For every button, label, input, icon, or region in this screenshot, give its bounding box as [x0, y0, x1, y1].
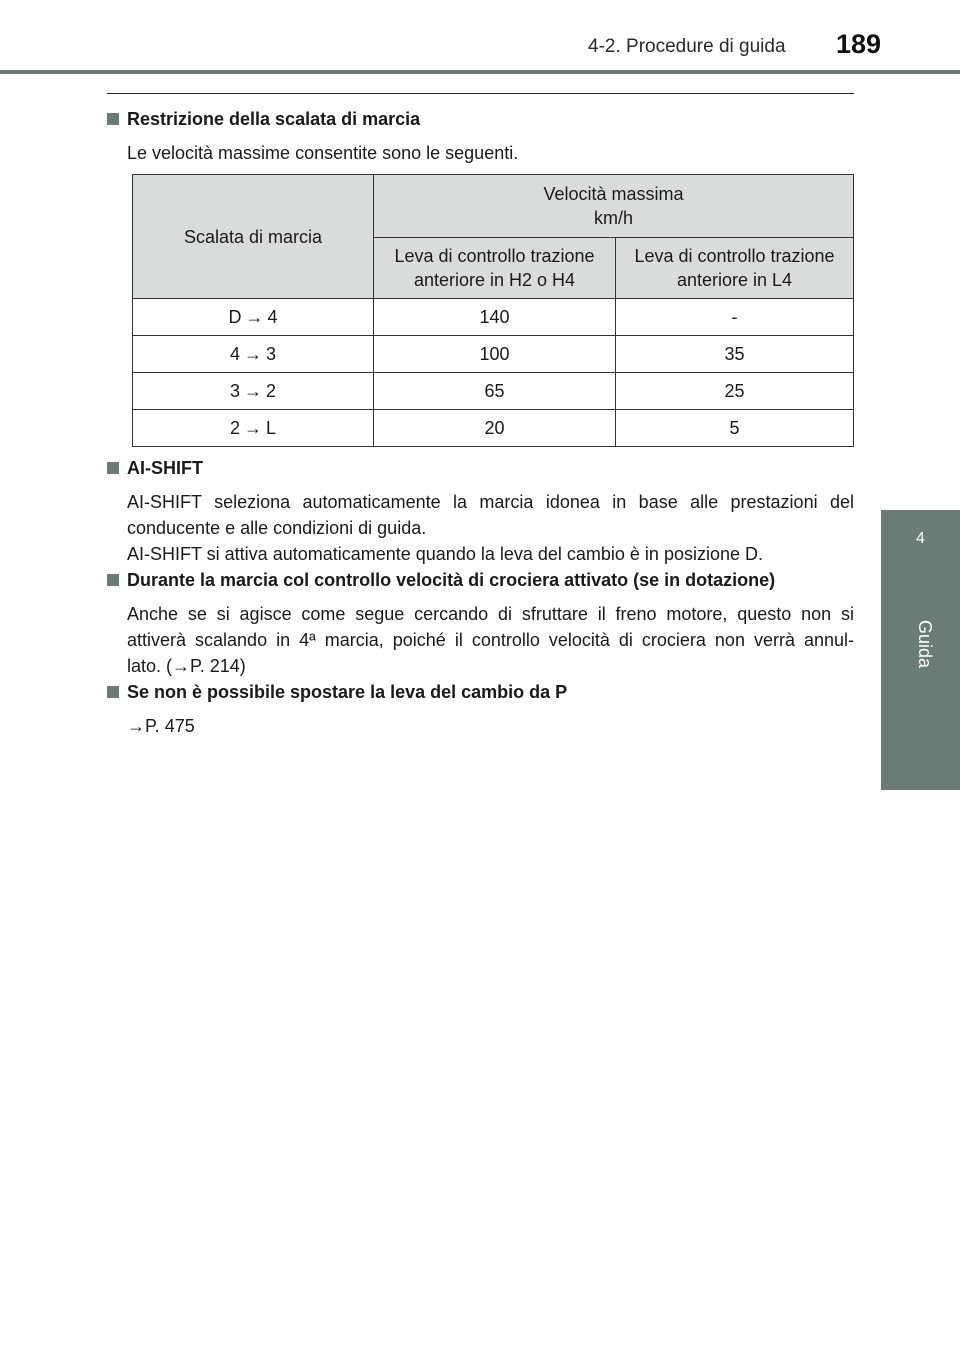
downshift-cell: 4 → 3: [133, 336, 374, 373]
arrow-icon: →: [244, 343, 262, 364]
downshift-cell: 3 → 2: [133, 373, 374, 410]
table-row: [133, 410, 854, 447]
section-heading: Restrizione della scalata di marcia: [107, 106, 854, 132]
arrow-icon: →: [245, 306, 264, 327]
square-bullet-icon: [107, 574, 119, 586]
arrow-icon: →: [244, 417, 262, 438]
section-downshift-restriction: [107, 106, 854, 166]
col-header-max-speed: Velocità massima km/h: [374, 175, 854, 238]
speed-h-cell: 140: [374, 299, 616, 336]
downshift-cell: D → 4: [133, 299, 374, 336]
section-shift-lever-p: [107, 679, 854, 739]
section-text: Anche se si agisce come segue cercando di sfruttare il freno motore, questo non si attiverà scalando in 4ª marcia, poiché il controllo velocità di crociera non verrà annul- lato. (→P. 214): [107, 601, 854, 679]
section-text: AI-SHIFT seleziona automaticamente la marcia idonea in base alle prestazioni del conducente e alle condizioni di guida. AI-SHIFT si attiva automaticamente quando la leva del cambio è in posizione D.: [127, 492, 854, 564]
col-header-l4: Leva di controllo trazione anteriore in L4: [616, 238, 854, 299]
max-speed-table: [132, 174, 854, 447]
square-bullet-icon: [107, 462, 119, 474]
table-row: [133, 299, 854, 336]
chapter-label: Guida: [915, 620, 935, 669]
table-row: [133, 336, 854, 373]
speed-l-cell: 25: [616, 373, 854, 410]
header-rule: [0, 70, 960, 74]
page-reference-link[interactable]: →P. 475: [127, 716, 195, 736]
section-ai-shift: [107, 455, 854, 567]
speed-l-cell: 5: [616, 410, 854, 447]
square-bullet-icon: [107, 686, 119, 698]
speed-l-cell: 35: [616, 336, 854, 373]
content-top-rule: [107, 93, 854, 94]
col-header-h2-h4: Leva di controllo trazione anteriore in H2 o H4: [374, 238, 616, 299]
speed-l-cell: -: [616, 299, 854, 336]
speed-h-cell: 65: [374, 373, 616, 410]
chapter-side-tab[interactable]: [881, 510, 960, 790]
section-heading: Se non è possibile spostare la leva del cambio da P: [107, 679, 854, 705]
section-heading: AI-SHIFT: [107, 455, 854, 481]
section-title: 4-2. Procedure di guida: [588, 36, 786, 57]
table-row: [133, 373, 854, 410]
speed-h-cell: 100: [374, 336, 616, 373]
section-heading: Durante la marcia col controllo velocità di crociera attivato (se in dotazione): [107, 567, 854, 593]
arrow-icon: →: [244, 380, 262, 401]
chapter-number: 4: [916, 530, 925, 547]
speed-h-cell: 20: [374, 410, 616, 447]
col-header-downshift: Scalata di marcia: [133, 175, 374, 299]
section-cruise-control: [107, 567, 854, 679]
page-reference-link[interactable]: lato. (→P. 214): [127, 656, 246, 676]
page-number: 189: [836, 29, 882, 59]
downshift-cell: 2 → L: [133, 410, 374, 447]
section-text: Le velocità massime consentite sono le seguenti.: [127, 143, 519, 163]
square-bullet-icon: [107, 113, 119, 125]
